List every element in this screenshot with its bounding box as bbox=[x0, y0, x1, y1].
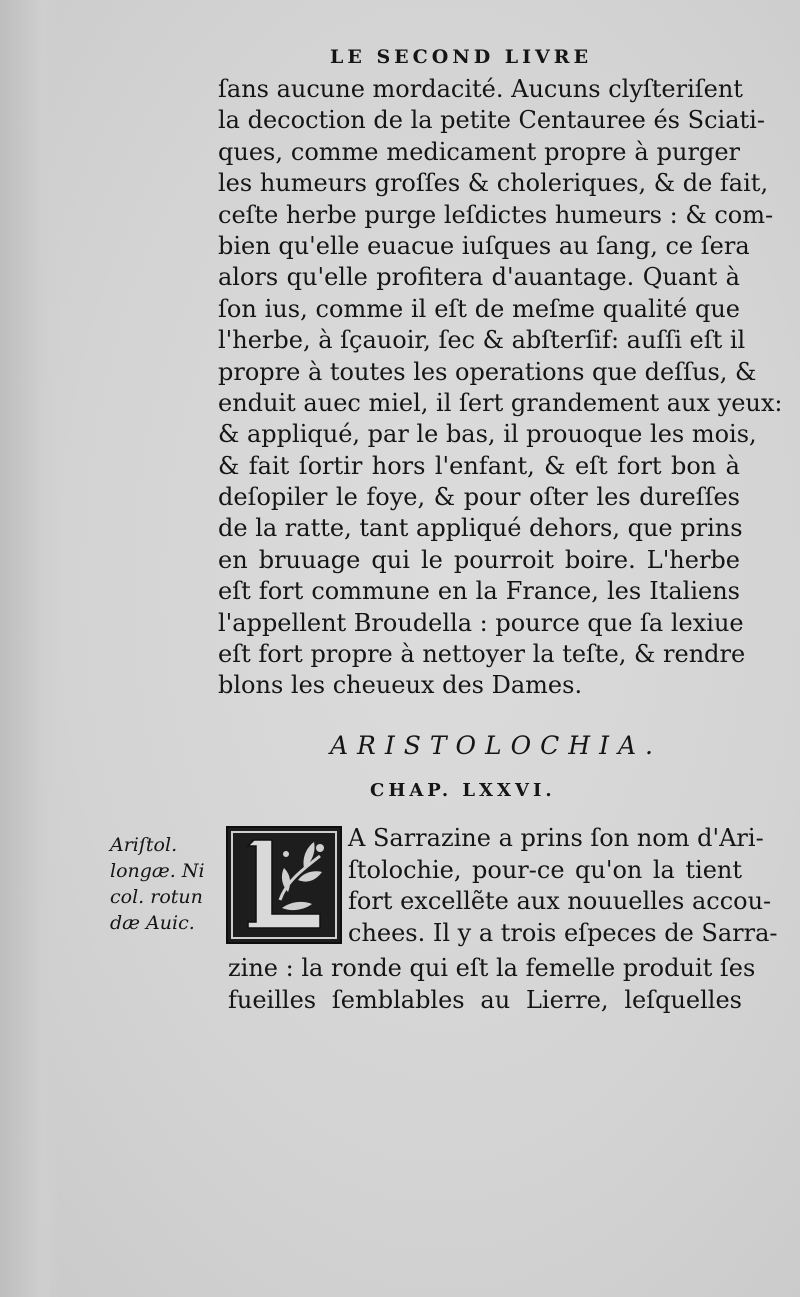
chapter-heading: CHAP. LXXVI. bbox=[370, 780, 556, 801]
margin-note-line: Ariſtol. bbox=[110, 834, 178, 856]
text-line: ſtolochie, pour-ce qu'on la tient bbox=[348, 855, 742, 884]
marginal-note bbox=[110, 832, 220, 936]
text-line: fueilles ſemblables au Lierre, leſquelles bbox=[228, 985, 742, 1014]
margin-note-line: dæ Auic. bbox=[110, 912, 195, 934]
text-line: en bruuage qui le pourroit boire. L'herbe bbox=[218, 545, 740, 574]
text-line: ſon ius, comme il eſt de meſme qualité que bbox=[218, 294, 740, 323]
text-line: & appliqué, par le bas, il prouoque les mois, bbox=[218, 420, 757, 449]
text-line: enduit auec miel, il ſert grandement aux yeux: bbox=[218, 388, 783, 417]
text-line: ceſte herbe purge leſdictes humeurs : & com- bbox=[218, 200, 774, 229]
text-line: les humeurs groſſes & choleriques, & de fait, bbox=[218, 169, 769, 198]
text-line: de la ratte, tant appliqué dehors, que prins bbox=[218, 514, 743, 543]
text-line: zine : la ronde qui eſt la femelle produit ſes bbox=[228, 954, 756, 982]
page-gutter-shadow bbox=[0, 0, 60, 1297]
main-text-block bbox=[218, 74, 783, 702]
text-line-last: blons les cheueux des Dames. bbox=[218, 671, 583, 700]
text-line: A Sarrazine a prins ſon nom d'Ari- bbox=[348, 824, 764, 852]
chapter-text-beside-initial bbox=[348, 823, 778, 949]
text-line: eſt fort commune en la France, les Italiens bbox=[218, 577, 740, 606]
text-line: & fait ſortir hors l'enfant, & eſt fort bon à bbox=[218, 451, 740, 480]
section-title: ARISTOLOCHIA. bbox=[330, 731, 662, 760]
chapter-text-full-width bbox=[228, 953, 756, 1016]
text-line: ques, comme medicament propre à purger bbox=[218, 137, 740, 166]
margin-note-line: col. rotun bbox=[110, 886, 203, 908]
margin-note-line: longæ. Ni bbox=[110, 860, 205, 882]
running-header: LE SECOND LIVRE bbox=[330, 46, 593, 68]
text-line: deſopiler le foye, & pour oſter les dureſſes bbox=[218, 483, 740, 512]
text-line: l'appellent Broudella : pource que ſa lexiue bbox=[218, 608, 744, 637]
text-line: alors qu'elle profitera d'auantage. Quant à bbox=[218, 263, 740, 292]
text-line: eſt fort propre à nettoyer la teſte, & rendre bbox=[218, 640, 746, 669]
text-line: chees. Il y a trois eſpeces de Sarra- bbox=[348, 918, 778, 947]
text-line: propre à toutes les operations que deſſus, & bbox=[218, 357, 757, 386]
text-line: la decoction de la petite Centauree és Sciati- bbox=[218, 106, 765, 135]
ornament-icon bbox=[228, 828, 340, 942]
text-line: fort excellẽte aux nouuelles accou- bbox=[348, 887, 772, 915]
text-line: ſans aucune mordacité. Aucuns clyſteriſent bbox=[218, 75, 743, 103]
text-line: l'herbe, à ſçauoir, ſec & abſterſif: auſſi eſt il bbox=[218, 326, 746, 355]
decorated-initial-l-icon bbox=[226, 826, 342, 944]
text-line: bien qu'elle euacue iuſques au ſang, ce ſera bbox=[218, 231, 750, 260]
